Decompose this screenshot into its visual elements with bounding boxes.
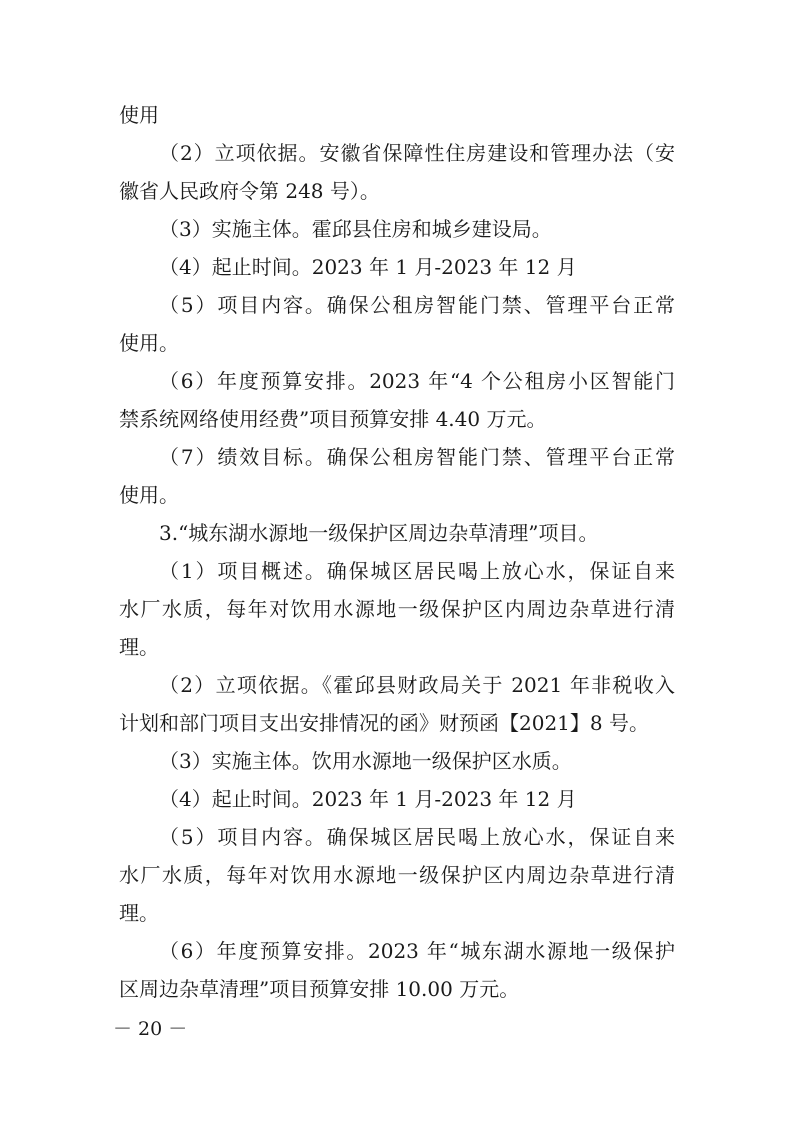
text-line: （4）起止时间。2023 年 1 月-2023 年 12 月 [159,255,577,279]
text-line: 使用 [119,103,159,127]
text-line: 水厂水质，每年对饮用水源地一级保护区内周边杂草进行清 [119,597,675,621]
text-line: （2）立项依据。安徽省保障性住房建设和管理办法（安 [159,141,675,165]
text-line: 3.“城东湖水源地一级保护区周边杂草清理”项目。 [159,521,599,545]
text-line: （3）实施主体。饮用水源地一级保护区水质。 [159,749,572,773]
text-line: 使用。 [119,483,179,507]
text-line: 水厂水质，每年对饮用水源地一级保护区内周边杂草进行清 [119,863,675,887]
text-line: （4）起止时间。2023 年 1 月-2023 年 12 月 [159,787,577,811]
text-line: （5）项目内容。确保公租房智能门禁、管理平台正常 [159,293,675,317]
text-line: 理。 [119,635,159,659]
document-body [119,96,675,1008]
text-line: （7）绩效目标。确保公租房智能门禁、管理平台正常 [159,445,675,469]
text-line: 使用。 [119,331,179,355]
text-line: （6）年度预算安排。2023 年“城东湖水源地一级保护 [159,939,675,963]
text-line: （2）立项依据。《霍邱县财政局关于 2021 年非税收入 [159,673,675,697]
text-line: 徽省人民政府令第 248 号）。 [119,179,380,203]
text-line: （5）项目内容。确保城区居民喝上放心水，保证自来 [159,825,675,849]
text-line: （6）年度预算安排。2023 年“4 个公租房小区智能门 [159,369,675,393]
text-line: 计划和部门项目支出安排情况的函》财预函【2021】8 号。 [119,711,649,735]
page-number: － 20 － [113,1018,188,1040]
text-line: （3）实施主体。霍邱县住房和城乡建设局。 [159,217,552,241]
text-line: 区周边杂草清理”项目预算安排 10.00 万元。 [119,977,520,1001]
text-line: （1）项目概述。确保城区居民喝上放心水，保证自来 [159,559,675,583]
text-line: 禁系统网络使用经费”项目预算安排 4.40 万元。 [119,407,547,431]
text-line: 理。 [119,901,159,925]
